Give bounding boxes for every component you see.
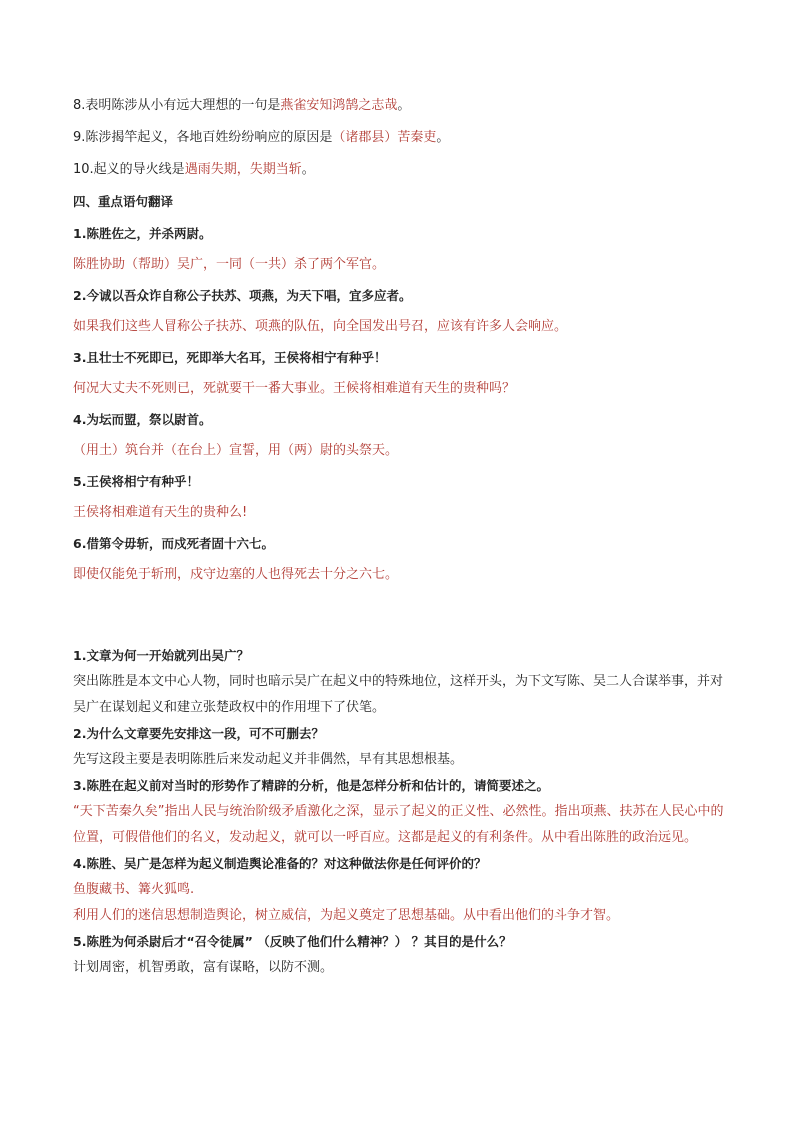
- question: 1.文章为何一开始就列出吴广？: [73, 648, 249, 663]
- question: 2.为什么文章要先安排这一段，可不可删去？: [73, 726, 324, 741]
- translation-answer: 如果我们这些人冒称公子扶苏、项燕的队伍，向全国发出号召，应该有许多人会响应。: [73, 319, 568, 334]
- translation-question: 1.陈胜佐之，并杀两尉。: [73, 226, 212, 241]
- translation-question: 4.为坛而盟，祭以尉首。: [73, 412, 212, 427]
- document-page: [73, 96, 733, 981]
- translation-answer: 何况大丈夫不死则已，死就要干一番大事业。王候将相难道有天生的贵种吗？: [73, 381, 516, 396]
- answer: 先写这段主要是表明陈胜后来发动起义并非偶然，早有其思想根基。: [73, 752, 464, 767]
- answer-keywords: 鱼腹藏书、篝火狐鸣.: [73, 882, 195, 897]
- translation-question: 2.今诚以吾众诈自称公子扶苏、项燕，为天下唱，宜多应者。: [73, 288, 412, 303]
- translation-answer: 王侯将相难道有天生的贵种么!: [73, 505, 248, 520]
- translation-answer: （用土）筑台并（在台上）宣誓，用（两）尉的头祭天。: [73, 443, 399, 458]
- section-title: 四、重点语句翻译: [73, 194, 174, 209]
- answer: 利用人们的迷信思想制造舆论，树立威信，为起义奠定了思想基础。从中看出他们的斗争才智。: [73, 908, 620, 923]
- fill-item-8: 8.表明陈涉从小有远大理想的一句是燕雀安知鸿鹄之志哉。: [73, 98, 411, 113]
- translation-question: 5.王侯将相宁有种乎！: [73, 474, 199, 489]
- fill-item-9: 9.陈涉揭竿起义，各地百姓纷纷响应的原因是（诸郡县）苦秦吏。: [73, 130, 450, 145]
- question: 5.陈胜为何杀尉后才“召令徒属” （反映了他们什么精神？） ？其目的是什么？: [73, 934, 512, 949]
- answer: “天下苦秦久矣”指出人民与统治阶级矛盾激化之深，显示了起义的正义性、必然性。指出项燕、扶苏在人民心中的位置，可假借他们的名义，发动起义，就可以一呼百应。这都是起义的有利条件。从中看出陈胜的政治远见。: [73, 804, 724, 845]
- answer: 计划周密，机智勇敢，富有谋略，以防不测。: [73, 960, 334, 975]
- translation-answer: 即使仅能免于斩刑，戍守边塞的人也得死去十分之六七。: [73, 567, 399, 582]
- translation-question: 3.且壮士不死即已，死即举大名耳，王侯将相宁有种乎！: [73, 350, 387, 365]
- question: 3.陈胜在起义前对当时的形势作了精辟的分析，他是怎样分析和估计的，请简要述之。: [73, 778, 549, 793]
- fill-answer: （诸郡县）苦秦吏: [332, 130, 437, 145]
- answer: 突出陈胜是本文中心人物，同时也暗示吴广在起义中的特殊地位，这样开头，为下文写陈、吴二人合谋举事，并对吴广在谋划起义和建立张楚政权中的作用埋下了伏笔。: [73, 674, 724, 715]
- fill-answer: 燕雀安知鸿鹄之志哉: [280, 98, 398, 113]
- translation-list: [73, 224, 733, 585]
- question-list: [73, 643, 733, 981]
- fill-answer: 遇雨失期，失期当斩: [184, 162, 302, 177]
- question: 4.陈胜、吴广是怎样为起义制造舆论准备的？对这种做法你是任何评价的？: [73, 856, 487, 871]
- translation-answer: 陈胜协助（帮助）吴广，一同（一共）杀了两个军官。: [73, 257, 386, 272]
- translation-question: 6.借第令毋斩，而戍死者固十六七。: [73, 536, 274, 551]
- fill-item-10: 10.起义的导火线是遇雨失期，失期当斩。: [73, 162, 315, 177]
